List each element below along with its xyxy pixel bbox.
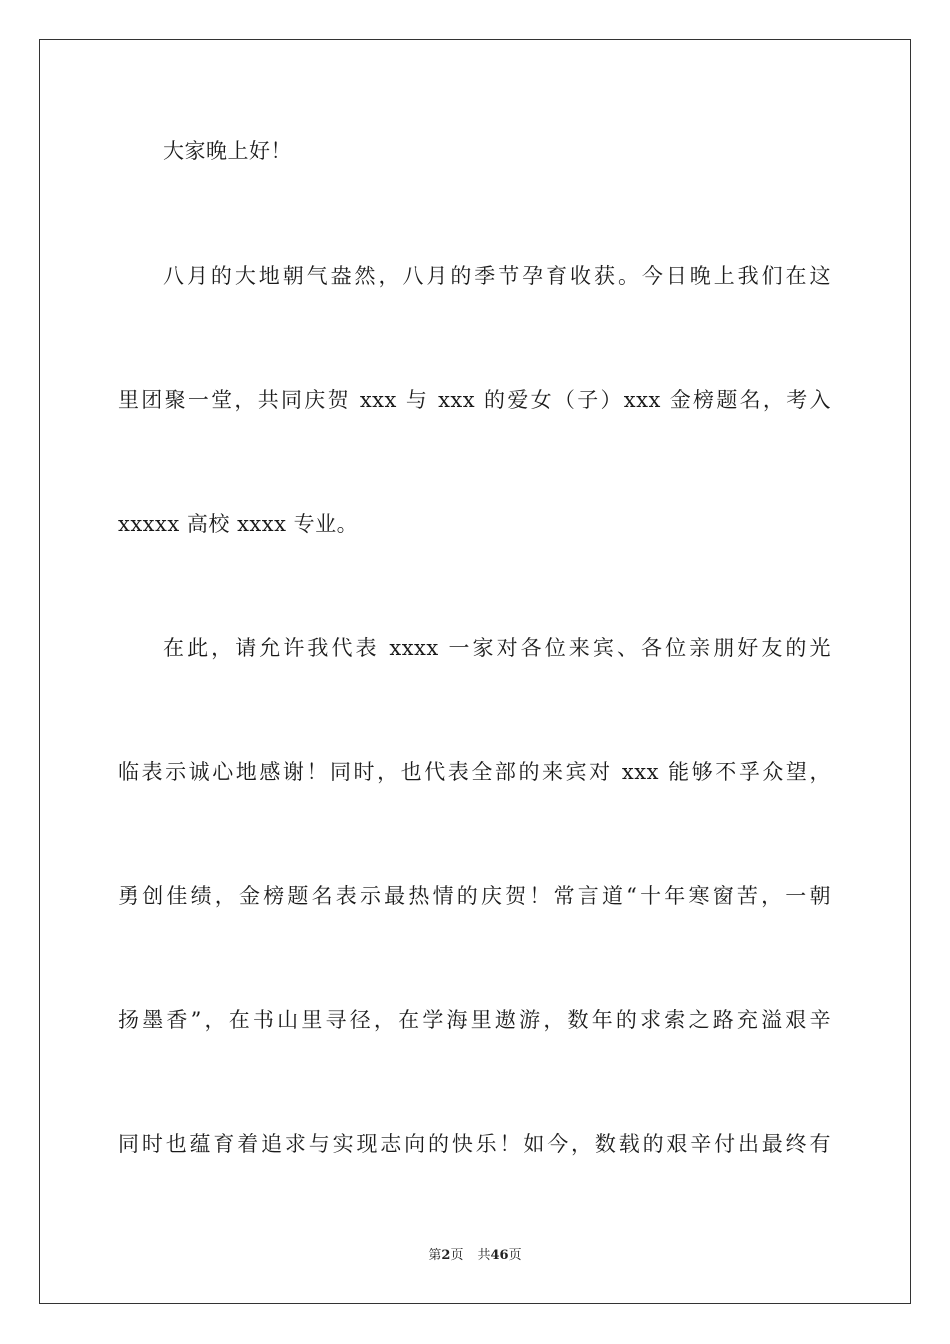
text-line: 勇创佳绩，金榜题名表示最热情的庆贺！常言道“十年寒窗苦，一朝 [118,884,831,908]
text-line: 在此，请允许我代表 xxxx 一家对各位来宾、各位亲朋好友的光 [163,636,831,660]
page-label-prefix: 第 [428,1248,442,1263]
text-line: 临表示诚心地感谢！同时，也代表全部的来宾对 xxx 能够不孚众望， [118,760,831,784]
text-line: 八月的大地朝气盎然，八月的季节孕育收获。今日晚上我们在这 [163,264,831,288]
page-footer [0,1246,950,1266]
total-label-suffix: 页 [508,1248,522,1263]
page-number: 2 [441,1248,451,1263]
total-pages: 46 [490,1248,509,1263]
text-line: 大家晚上好！ [163,139,292,163]
page-label-suffix: 页 [450,1248,464,1263]
text-line: 里团聚一堂，共同庆贺 xxx 与 xxx 的爱女（子）xxx 金榜题名，考入 [118,388,831,412]
text-line: 扬墨香”，在书山里寻径，在学海里遨游，数年的求索之路充溢艰辛 [118,1008,831,1032]
page-border [39,39,911,1304]
text-line: xxxxx 高校 xxxx 专业。 [118,512,359,536]
text-line: 同时也蕴育着追求与实现志向的快乐！如今，数载的艰辛付出最终有 [118,1132,831,1156]
total-label-prefix: 共 [477,1248,491,1263]
